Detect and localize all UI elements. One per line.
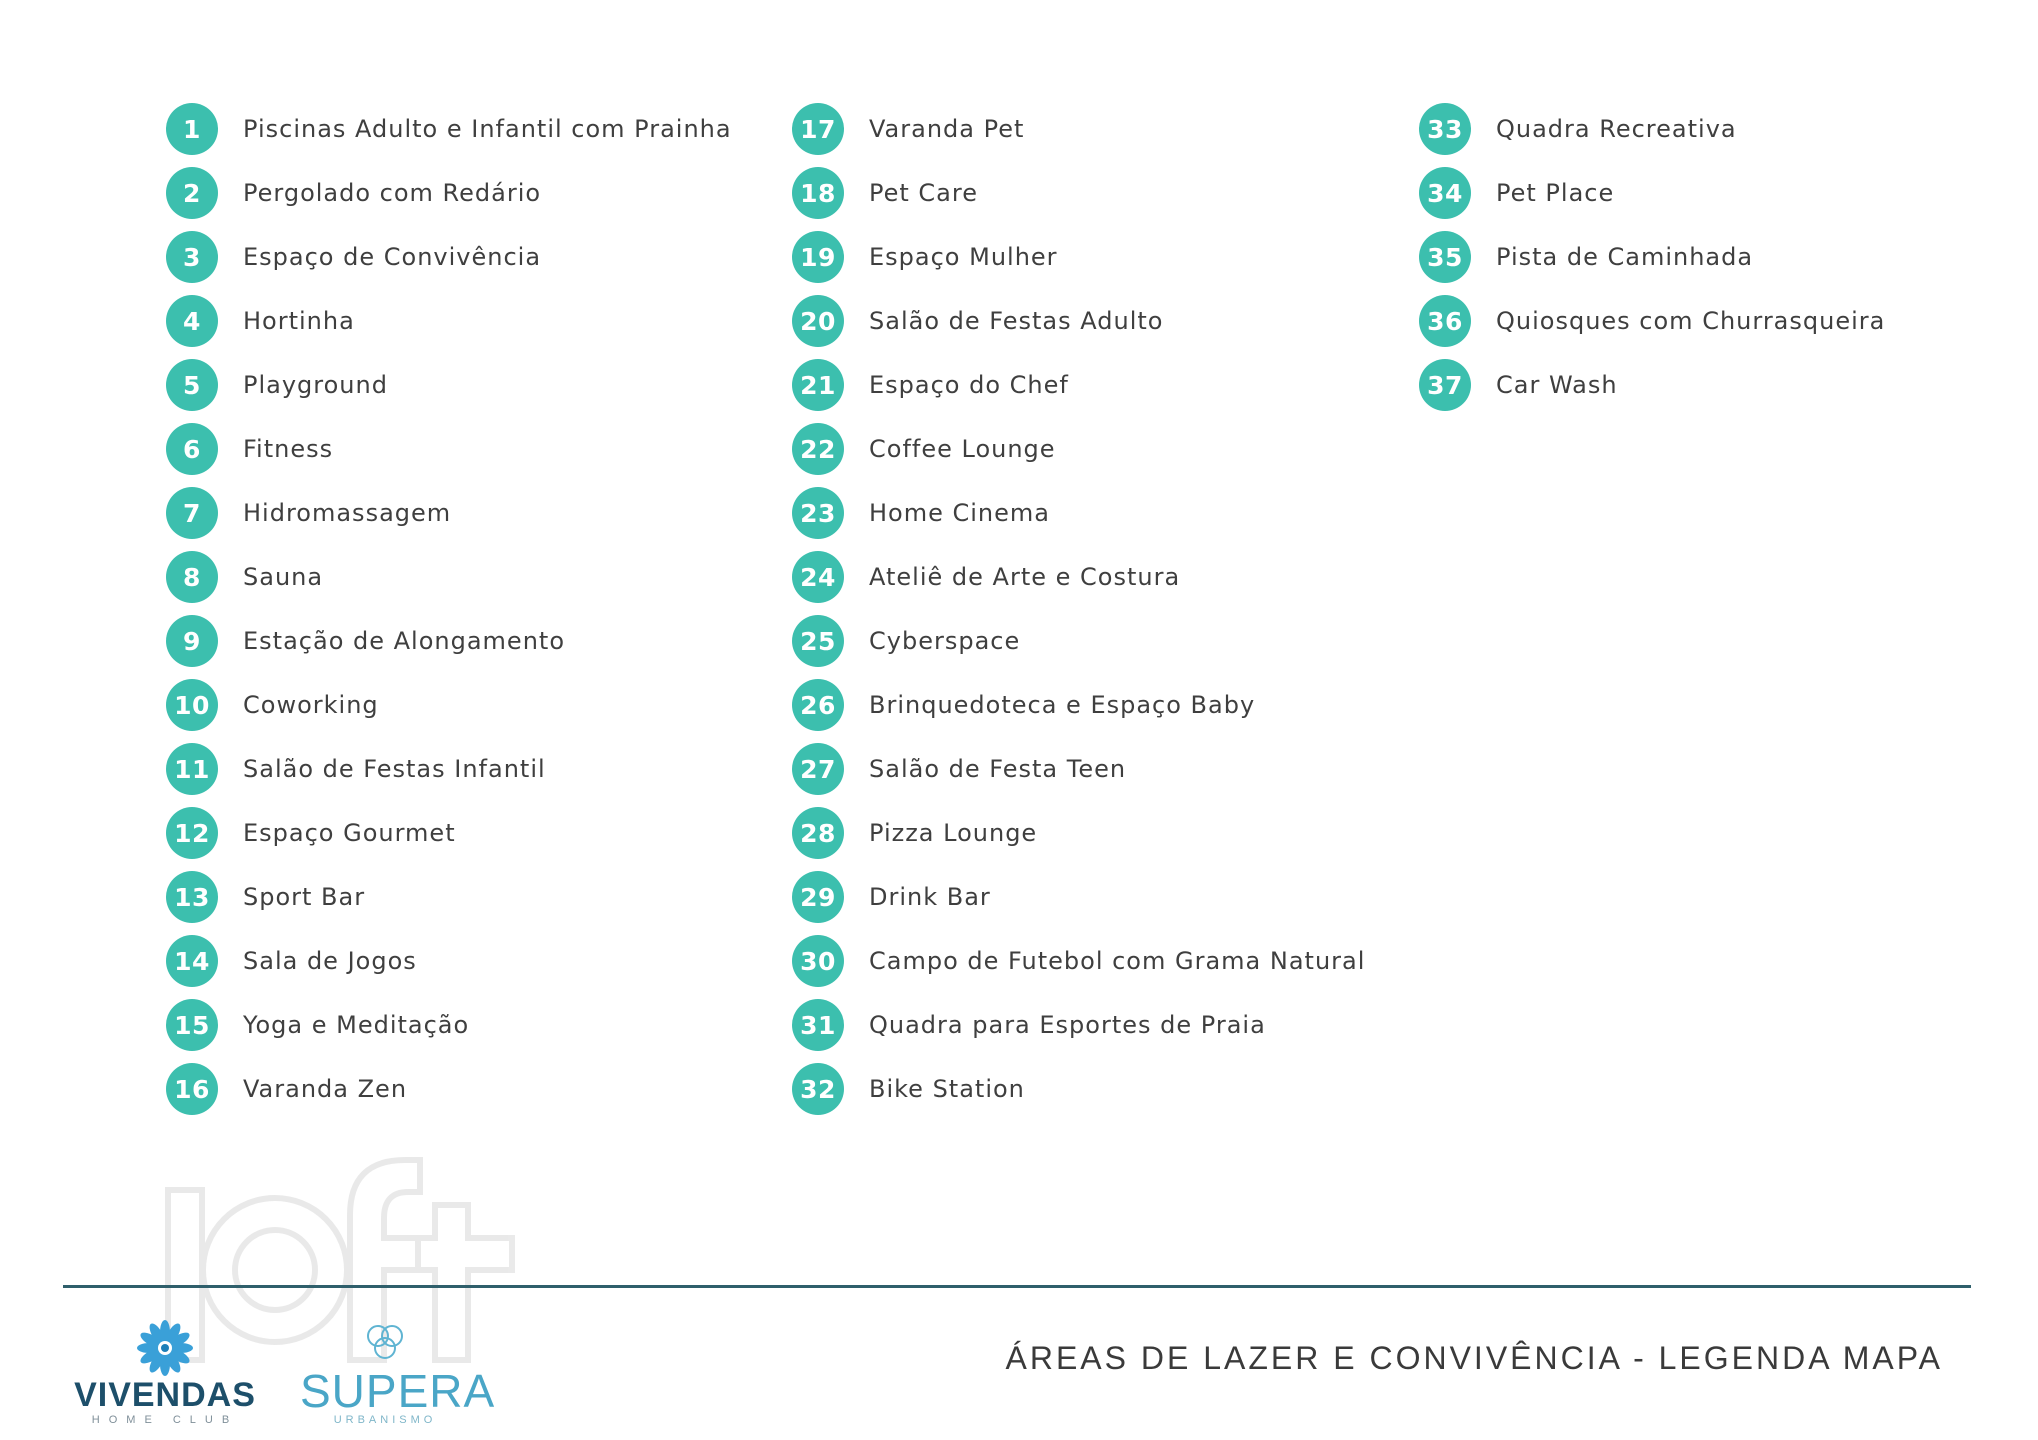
legend-number-badge: 37 <box>1419 359 1471 411</box>
vivendas-subtitle: HOME CLUB <box>91 1414 239 1426</box>
legend-number-badge: 9 <box>166 615 218 667</box>
legend-item <box>792 1057 1365 1121</box>
legend-number-badge: 15 <box>166 999 218 1051</box>
legend-number-badge: 17 <box>792 103 844 155</box>
legend-number-badge: 31 <box>792 999 844 1051</box>
legend-number-badge: 26 <box>792 679 844 731</box>
legend-number-badge: 6 <box>166 423 218 475</box>
legend-item <box>1419 97 1885 161</box>
legend-label: Pet Care <box>869 179 978 207</box>
legend-number-badge: 30 <box>792 935 844 987</box>
legend-number-badge: 35 <box>1419 231 1471 283</box>
legend-number-badge: 28 <box>792 807 844 859</box>
legend-label: Sala de Jogos <box>243 947 417 975</box>
legend-label: Espaço Gourmet <box>243 819 456 847</box>
legend-item <box>792 545 1365 609</box>
legend-number-badge: 4 <box>166 295 218 347</box>
legend-item <box>166 737 732 801</box>
petal-mark-icon <box>300 1318 470 1368</box>
vivendas-logo <box>60 1318 270 1428</box>
legend-number-badge: 7 <box>166 487 218 539</box>
legend-item <box>166 801 732 865</box>
legend-number-badge: 34 <box>1419 167 1471 219</box>
legend-number-badge: 32 <box>792 1063 844 1115</box>
legend-label: Sauna <box>243 563 324 591</box>
legend-label: Pista de Caminhada <box>1496 243 1754 271</box>
legend-label: Salão de Festa Teen <box>869 755 1127 783</box>
legend-item <box>792 993 1365 1057</box>
legend-label: Pergolado com Redário <box>243 179 542 207</box>
legend-label: Car Wash <box>1496 371 1618 399</box>
legend-item <box>1419 225 1885 289</box>
legend-number-badge: 2 <box>166 167 218 219</box>
legend-label: Ateliê de Arte e Costura <box>869 563 1181 591</box>
legend-label: Campo de Futebol com Grama Natural <box>869 947 1366 975</box>
legend-label: Quadra Recreativa <box>1496 115 1737 143</box>
legend-item <box>166 545 732 609</box>
legend-item <box>166 97 732 161</box>
legend-number-badge: 20 <box>792 295 844 347</box>
legend-number-badge: 18 <box>792 167 844 219</box>
legend-item <box>1419 161 1885 225</box>
legend-label: Coworking <box>243 691 379 719</box>
legend-label: Playground <box>243 371 388 399</box>
legend-label: Quadra para Esportes de Praia <box>869 1011 1266 1039</box>
legend-label: Varanda Pet <box>869 115 1025 143</box>
flower-icon <box>60 1318 270 1378</box>
legend-label: Sport Bar <box>243 883 366 911</box>
legend-column-3 <box>1419 97 1885 417</box>
legend-item <box>166 673 732 737</box>
legend-item <box>792 481 1365 545</box>
legend-number-badge: 11 <box>166 743 218 795</box>
legend-item <box>792 353 1365 417</box>
legend-item <box>792 673 1365 737</box>
legend-label: Varanda Zen <box>243 1075 408 1103</box>
page-title: ÁREAS DE LAZER E CONVIVÊNCIA - LEGENDA MAPA <box>1005 1340 1943 1376</box>
legend-label: Salão de Festas Infantil <box>243 755 546 783</box>
legend-number-badge: 19 <box>792 231 844 283</box>
legend-label: Bike Station <box>869 1075 1025 1103</box>
legend-item <box>166 481 732 545</box>
legend-label: Pizza Lounge <box>869 819 1038 847</box>
legend-item <box>792 929 1365 993</box>
legend-number-badge: 14 <box>166 935 218 987</box>
legend-number-badge: 25 <box>792 615 844 667</box>
legend-number-badge: 16 <box>166 1063 218 1115</box>
legend-item <box>166 225 732 289</box>
legend-label: Quiosques com Churrasqueira <box>1496 307 1886 335</box>
legend-column-1 <box>166 97 732 1121</box>
legend-label: Yoga e Meditação <box>243 1011 470 1039</box>
legend-number-badge: 22 <box>792 423 844 475</box>
legend-label: Espaço do Chef <box>869 371 1069 399</box>
legend-label: Coffee Lounge <box>869 435 1056 463</box>
legend-number-badge: 8 <box>166 551 218 603</box>
legend-label: Salão de Festas Adulto <box>869 307 1164 335</box>
legend-item <box>792 737 1365 801</box>
legend-column-2 <box>792 97 1365 1121</box>
legend-item <box>1419 353 1885 417</box>
legend-number-badge: 13 <box>166 871 218 923</box>
legend-item <box>166 993 732 1057</box>
legend-item <box>166 161 732 225</box>
legend-item <box>792 865 1365 929</box>
legend-label: Brinquedoteca e Espaço Baby <box>869 691 1256 719</box>
legend-item <box>166 1057 732 1121</box>
legend-number-badge: 29 <box>792 871 844 923</box>
legend-label: Cyberspace <box>869 627 1021 655</box>
legend-item <box>166 353 732 417</box>
supera-subtitle: URBANISMO <box>333 1414 437 1426</box>
legend-label: Hidromassagem <box>243 499 452 527</box>
legend-label: Piscinas Adulto e Infantil com Prainha <box>243 115 732 143</box>
legend-number-badge: 12 <box>166 807 218 859</box>
legend-label: Hortinha <box>243 307 355 335</box>
supera-logo <box>300 1318 496 1428</box>
amenities-legend <box>0 97 2038 1137</box>
legend-number-badge: 1 <box>166 103 218 155</box>
legend-label: Fitness <box>243 435 334 463</box>
legend-item <box>166 865 732 929</box>
legend-number-badge: 3 <box>166 231 218 283</box>
legend-item <box>792 417 1365 481</box>
legend-number-badge: 10 <box>166 679 218 731</box>
legend-item <box>792 225 1365 289</box>
legend-item <box>166 929 732 993</box>
legend-label: Pet Place <box>1496 179 1615 207</box>
legend-item <box>792 289 1365 353</box>
legend-item <box>166 417 732 481</box>
legend-item <box>792 161 1365 225</box>
legend-item <box>792 97 1365 161</box>
legend-number-badge: 33 <box>1419 103 1471 155</box>
supera-name: SUPERA <box>300 1365 496 1417</box>
legend-item <box>792 801 1365 865</box>
footer-divider <box>63 1285 1971 1288</box>
legend-number-badge: 5 <box>166 359 218 411</box>
legend-label: Drink Bar <box>869 883 991 911</box>
legend-item <box>166 289 732 353</box>
legend-number-badge: 24 <box>792 551 844 603</box>
legend-label: Estação de Alongamento <box>243 627 565 655</box>
legend-number-badge: 23 <box>792 487 844 539</box>
legend-item <box>792 609 1365 673</box>
legend-label: Espaço de Convivência <box>243 243 542 271</box>
vivendas-name: VIVENDAS <box>74 1376 256 1414</box>
legend-label: Home Cinema <box>869 499 1050 527</box>
legend-number-badge: 36 <box>1419 295 1471 347</box>
legend-label: Espaço Mulher <box>869 243 1058 271</box>
legend-item <box>166 609 732 673</box>
legend-number-badge: 27 <box>792 743 844 795</box>
legend-item <box>1419 289 1885 353</box>
legend-number-badge: 21 <box>792 359 844 411</box>
